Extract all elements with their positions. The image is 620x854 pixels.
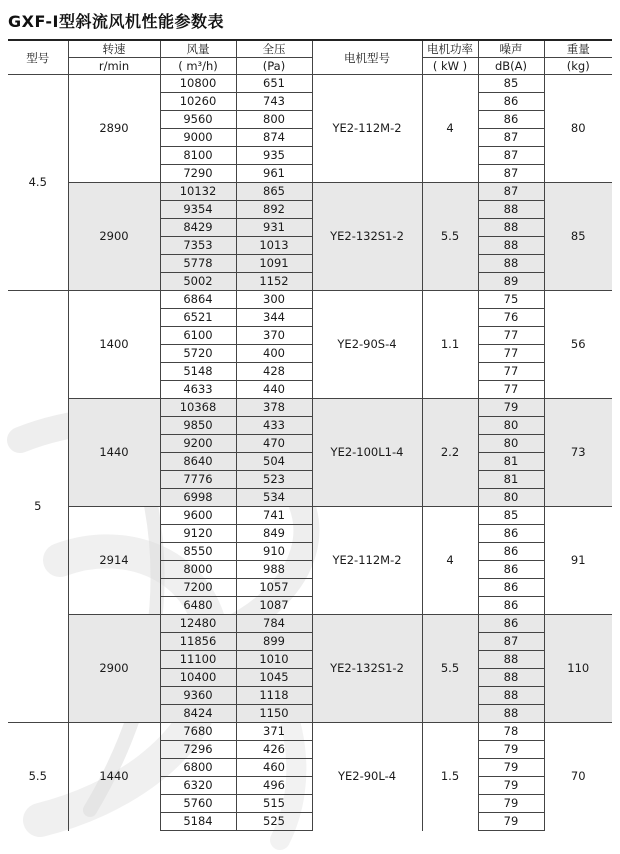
noise-cell: 88 — [478, 237, 544, 255]
noise-cell: 87 — [478, 165, 544, 183]
weight-cell: 70 — [544, 723, 612, 831]
model-cell: 5.5 — [8, 723, 68, 831]
pressure-cell: 899 — [236, 633, 312, 651]
flow-cell: 7353 — [160, 237, 236, 255]
flow-cell: 8550 — [160, 543, 236, 561]
noise-cell: 76 — [478, 309, 544, 327]
flow-cell: 8000 — [160, 561, 236, 579]
noise-cell: 77 — [478, 327, 544, 345]
noise-cell: 85 — [478, 507, 544, 525]
speed-cell: 2890 — [68, 75, 160, 183]
flow-cell: 5720 — [160, 345, 236, 363]
table-row — [8, 183, 612, 201]
power-cell: 5.5 — [422, 183, 478, 291]
table-row — [8, 291, 612, 309]
model-cell: 4.5 — [8, 75, 68, 291]
pressure-cell: 534 — [236, 489, 312, 507]
table-row — [8, 399, 612, 417]
header-power: 电机功率 — [422, 40, 478, 58]
header-weight: 重量 — [544, 40, 612, 58]
power-cell: 2.2 — [422, 399, 478, 507]
header-speed: 转速 — [68, 40, 160, 58]
flow-cell: 6320 — [160, 777, 236, 795]
noise-cell: 87 — [478, 183, 544, 201]
table-row — [8, 615, 612, 633]
pressure-cell: 743 — [236, 93, 312, 111]
power-cell: 4 — [422, 75, 478, 183]
pressure-cell: 935 — [236, 147, 312, 165]
noise-cell: 80 — [478, 435, 544, 453]
noise-cell: 86 — [478, 525, 544, 543]
flow-cell: 9200 — [160, 435, 236, 453]
flow-cell: 10400 — [160, 669, 236, 687]
noise-cell: 88 — [478, 669, 544, 687]
flow-cell: 6864 — [160, 291, 236, 309]
pressure-cell: 525 — [236, 813, 312, 831]
weight-cell: 80 — [544, 75, 612, 183]
header-weight-unit: (kg) — [544, 58, 612, 75]
pressure-cell: 931 — [236, 219, 312, 237]
pressure-cell: 1152 — [236, 273, 312, 291]
table-row — [8, 507, 612, 525]
speed-cell: 2900 — [68, 183, 160, 291]
pressure-cell: 440 — [236, 381, 312, 399]
model-cell: 5 — [8, 291, 68, 723]
flow-cell: 8424 — [160, 705, 236, 723]
weight-cell: 91 — [544, 507, 612, 615]
pressure-cell: 523 — [236, 471, 312, 489]
flow-cell: 5184 — [160, 813, 236, 831]
table-header — [8, 40, 612, 75]
noise-cell: 79 — [478, 741, 544, 759]
noise-cell: 78 — [478, 723, 544, 741]
pressure-cell: 784 — [236, 615, 312, 633]
flow-cell: 6998 — [160, 489, 236, 507]
flow-cell: 11856 — [160, 633, 236, 651]
noise-cell: 88 — [478, 219, 544, 237]
pressure-cell: 874 — [236, 129, 312, 147]
pressure-cell: 496 — [236, 777, 312, 795]
weight-cell: 56 — [544, 291, 612, 399]
header-pressure-unit: (Pa) — [236, 58, 312, 75]
table-row — [8, 75, 612, 93]
pressure-cell: 1091 — [236, 255, 312, 273]
pressure-cell: 344 — [236, 309, 312, 327]
noise-cell: 86 — [478, 111, 544, 129]
pressure-cell: 515 — [236, 795, 312, 813]
motor-cell: YE2-100L1-4 — [312, 399, 422, 507]
motor-cell: YE2-112M-2 — [312, 75, 422, 183]
flow-cell: 5002 — [160, 273, 236, 291]
speed-cell: 2900 — [68, 615, 160, 723]
flow-cell: 12480 — [160, 615, 236, 633]
flow-cell: 7680 — [160, 723, 236, 741]
flow-cell: 5778 — [160, 255, 236, 273]
flow-cell: 9560 — [160, 111, 236, 129]
header-flow-unit: ( m³/h) — [160, 58, 236, 75]
header-flow: 风量 — [160, 40, 236, 58]
noise-cell: 87 — [478, 129, 544, 147]
flow-cell: 9360 — [160, 687, 236, 705]
power-cell: 1.5 — [422, 723, 478, 831]
page-title: GXF-Ⅰ型斜流风机性能参数表 — [8, 12, 225, 31]
table-row — [8, 723, 612, 741]
noise-cell: 88 — [478, 705, 544, 723]
speed-cell: 1440 — [68, 723, 160, 831]
pressure-cell: 433 — [236, 417, 312, 435]
motor-cell: YE2-112M-2 — [312, 507, 422, 615]
weight-cell: 110 — [544, 615, 612, 723]
pressure-cell: 1150 — [236, 705, 312, 723]
header-pressure: 全压 — [236, 40, 312, 58]
pressure-cell: 961 — [236, 165, 312, 183]
pressure-cell: 910 — [236, 543, 312, 561]
pressure-cell: 800 — [236, 111, 312, 129]
header-power-unit: ( kW ) — [422, 58, 478, 75]
flow-cell: 4633 — [160, 381, 236, 399]
pressure-cell: 470 — [236, 435, 312, 453]
noise-cell: 88 — [478, 687, 544, 705]
speed-cell: 1440 — [68, 399, 160, 507]
header-motor: 电机型号 — [312, 40, 422, 75]
pressure-cell: 892 — [236, 201, 312, 219]
weight-cell: 73 — [544, 399, 612, 507]
pressure-cell: 400 — [236, 345, 312, 363]
noise-cell: 77 — [478, 363, 544, 381]
noise-cell: 81 — [478, 471, 544, 489]
noise-cell: 85 — [478, 75, 544, 93]
noise-cell: 87 — [478, 147, 544, 165]
pressure-cell: 370 — [236, 327, 312, 345]
flow-cell: 7296 — [160, 741, 236, 759]
noise-cell: 86 — [478, 615, 544, 633]
flow-cell: 9354 — [160, 201, 236, 219]
table-body — [8, 75, 612, 831]
flow-cell: 10260 — [160, 93, 236, 111]
speed-cell: 1400 — [68, 291, 160, 399]
weight-cell: 85 — [544, 183, 612, 291]
pressure-cell: 1057 — [236, 579, 312, 597]
pressure-cell: 849 — [236, 525, 312, 543]
noise-cell: 75 — [478, 291, 544, 309]
noise-cell: 86 — [478, 543, 544, 561]
speed-cell: 2914 — [68, 507, 160, 615]
pressure-cell: 504 — [236, 453, 312, 471]
noise-cell: 79 — [478, 777, 544, 795]
noise-cell: 77 — [478, 345, 544, 363]
pressure-cell: 651 — [236, 75, 312, 93]
power-cell: 4 — [422, 507, 478, 615]
pressure-cell: 371 — [236, 723, 312, 741]
power-cell: 1.1 — [422, 291, 478, 399]
pressure-cell: 1013 — [236, 237, 312, 255]
header-noise: 噪声 — [478, 40, 544, 58]
noise-cell: 87 — [478, 633, 544, 651]
flow-cell: 8640 — [160, 453, 236, 471]
pressure-cell: 741 — [236, 507, 312, 525]
flow-cell: 9600 — [160, 507, 236, 525]
flow-cell: 10132 — [160, 183, 236, 201]
header-speed-unit: r/min — [68, 58, 160, 75]
flow-cell: 7776 — [160, 471, 236, 489]
performance-table — [8, 39, 612, 831]
noise-cell: 77 — [478, 381, 544, 399]
flow-cell: 8429 — [160, 219, 236, 237]
flow-cell: 9120 — [160, 525, 236, 543]
pressure-cell: 865 — [236, 183, 312, 201]
noise-cell: 86 — [478, 597, 544, 615]
flow-cell: 11100 — [160, 651, 236, 669]
noise-cell: 88 — [478, 651, 544, 669]
pressure-cell: 1118 — [236, 687, 312, 705]
flow-cell: 8100 — [160, 147, 236, 165]
noise-cell: 88 — [478, 255, 544, 273]
flow-cell: 6480 — [160, 597, 236, 615]
noise-cell: 79 — [478, 399, 544, 417]
noise-cell: 79 — [478, 813, 544, 831]
flow-cell: 10368 — [160, 399, 236, 417]
flow-cell: 9000 — [160, 129, 236, 147]
header-noise-unit: dB(A) — [478, 58, 544, 75]
flow-cell: 10800 — [160, 75, 236, 93]
flow-cell: 5148 — [160, 363, 236, 381]
pressure-cell: 988 — [236, 561, 312, 579]
power-cell: 5.5 — [422, 615, 478, 723]
flow-cell: 7200 — [160, 579, 236, 597]
pressure-cell: 1010 — [236, 651, 312, 669]
noise-cell: 79 — [478, 795, 544, 813]
header-model: 型号 — [8, 40, 68, 75]
pressure-cell: 426 — [236, 741, 312, 759]
noise-cell: 89 — [478, 273, 544, 291]
motor-cell: YE2-90L-4 — [312, 723, 422, 831]
flow-cell: 7290 — [160, 165, 236, 183]
pressure-cell: 378 — [236, 399, 312, 417]
pressure-cell: 460 — [236, 759, 312, 777]
noise-cell: 80 — [478, 417, 544, 435]
flow-cell: 5760 — [160, 795, 236, 813]
flow-cell: 6521 — [160, 309, 236, 327]
pressure-cell: 428 — [236, 363, 312, 381]
motor-cell: YE2-132S1-2 — [312, 615, 422, 723]
noise-cell: 86 — [478, 579, 544, 597]
noise-cell: 86 — [478, 93, 544, 111]
pressure-cell: 1045 — [236, 669, 312, 687]
motor-cell: YE2-90S-4 — [312, 291, 422, 399]
flow-cell: 6100 — [160, 327, 236, 345]
motor-cell: YE2-132S1-2 — [312, 183, 422, 291]
pressure-cell: 1087 — [236, 597, 312, 615]
flow-cell: 9850 — [160, 417, 236, 435]
flow-cell: 6800 — [160, 759, 236, 777]
noise-cell: 79 — [478, 759, 544, 777]
noise-cell: 88 — [478, 201, 544, 219]
noise-cell: 80 — [478, 489, 544, 507]
noise-cell: 81 — [478, 453, 544, 471]
pressure-cell: 300 — [236, 291, 312, 309]
noise-cell: 86 — [478, 561, 544, 579]
